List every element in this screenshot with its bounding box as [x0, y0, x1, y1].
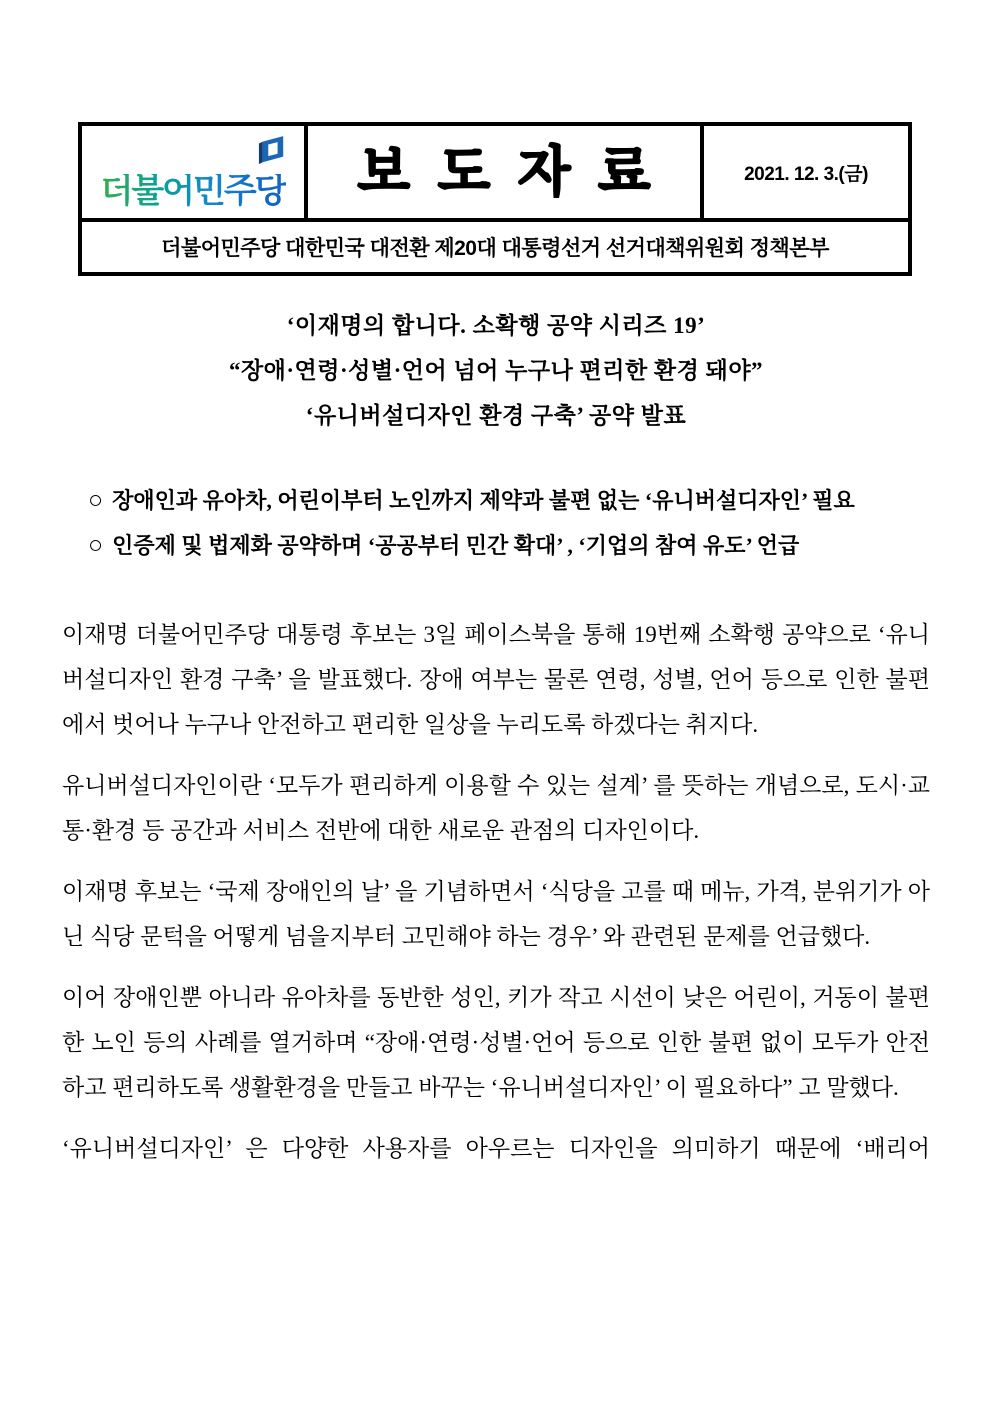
headline-line-1: ‘이재명의 합니다. 소확행 공약 시리즈 19’: [286, 313, 706, 338]
body-paragraph-5: ‘유니버설디자인’ 은 다양한 사용자를 아우르는 디자인을 의미하기 때문에 ‘배리어: [62, 1136, 930, 1161]
body-paragraph-3: 이재명 후보는 ‘국제 장애인의 날’ 을 기념하면서 ‘식당을 고를 때 메뉴, 가격, 분위기가 아닌 식당 문턱을 어떻게 넘을지부터 고민해야 하는 경우’ 와 관련된 문제를 언급했다.: [62, 879, 930, 949]
summary-bullet-2-text: 인증제 및 법제화 공약하며 ‘공공부터 민간 확대’ , ‘기업의 참여 유도’ 언급: [112, 533, 800, 558]
headline-line-3: ‘유니버설디자인 환경 구축’ 공약 발표: [305, 403, 687, 428]
date-cell: [700, 126, 908, 218]
doc-type-cell: [308, 126, 700, 218]
summary-bullet-1: [88, 478, 988, 523]
summary-bullets: [88, 478, 988, 568]
press-header-table: [78, 122, 912, 276]
header-subtitle-row: [82, 222, 908, 272]
doc-type-title: 보도자료: [357, 142, 679, 202]
release-date: 2021. 12. 3.(금): [744, 163, 868, 185]
body-paragraph-4: 이어 장애인뿐 아니라 유아차를 동반한 성인, 키가 작고 시선이 낮은 어린이, 거동이 불편한 노인 등의 사례를 열거하며 “장애·연령·성별·언어 등으로 인한 불편 없이 모두가 안전하고 편리하도록 생활환경을 만들고 바꾸는 ‘유니버설디자인’ 이 필요하다” 고 말했다.: [62, 985, 930, 1100]
summary-bullet-2: [88, 523, 988, 568]
party-logo-square-icon: [258, 134, 286, 168]
summary-bullet-1-text: 장애인과 유아차, 어린이부터 노인까지 제약과 불편 없는 ‘유니버설디자인’ 필요: [112, 488, 855, 513]
article-body: [62, 612, 930, 1187]
circle-bullet-icon: ○: [88, 487, 104, 514]
circle-bullet-icon: ○: [88, 532, 104, 559]
party-logo-cell: [82, 126, 308, 218]
header-top-row: [82, 126, 908, 222]
headline-block: [0, 303, 992, 438]
issuing-office: 더불어민주당 대한민국 대전환 제20대 대통령선거 선거대책위원회 정책본부: [161, 237, 829, 260]
party-logo-text: 더불어민주당: [100, 172, 286, 210]
headline-line-2: “장애·연령·성별·언어 넘어 누구나 편리한 환경 돼야”: [228, 358, 764, 383]
body-paragraph-1: 이재명 더불어민주당 대통령 후보는 3일 페이스북을 통해 19번째 소확행 공약으로 ‘유니버설디자인 환경 구축’ 을 발표했다. 장애 여부는 물론 연령, 성별, 언어 등으로 인한 불편에서 벗어나 누구나 안전하고 편리한 일상을 누리도록 하겠다는 취지다.: [62, 622, 930, 737]
body-paragraph-2: 유니버설디자인이란 ‘모두가 편리하게 이용할 수 있는 설계’ 를 뜻하는 개념으로, 도시·교통·환경 등 공간과 서비스 전반에 대한 새로운 관점의 디자인이다.: [62, 773, 930, 843]
